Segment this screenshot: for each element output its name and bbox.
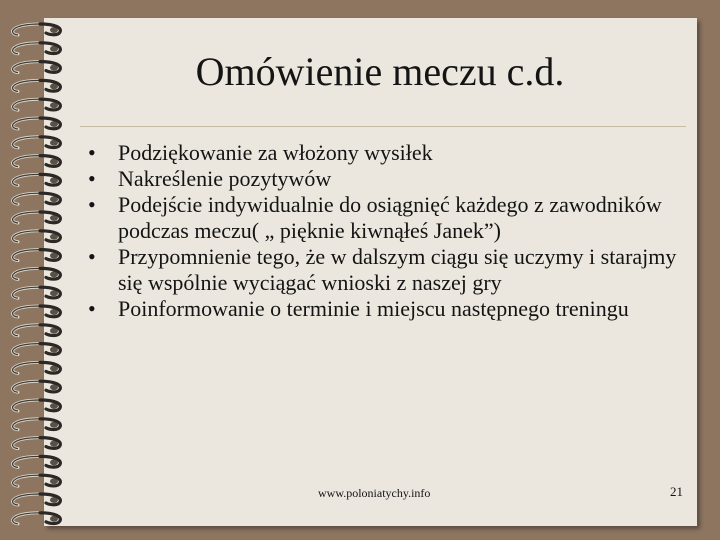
binding-ring (13, 306, 61, 317)
bullet-item (84, 140, 694, 166)
binding-ring (13, 231, 61, 242)
binding-ring (13, 344, 61, 355)
binding-ring (13, 62, 61, 73)
binding-ring (13, 174, 61, 185)
binding-ring (13, 118, 61, 129)
bullet-text: Poinformowanie o terminie i miejscu następnego treningu (118, 296, 629, 321)
binding-ring (13, 156, 61, 167)
bullet-item (84, 192, 694, 244)
binding-ring (13, 475, 61, 486)
bullet-marker: • (88, 296, 96, 321)
title-divider (80, 126, 686, 127)
slide-title: Omówienie meczu c.d. (195, 49, 565, 94)
bullet-list (84, 140, 694, 322)
binding-ring (13, 268, 61, 279)
binding-ring (13, 99, 61, 110)
bullet-text: Przypomnienie tego, że w dalszym ciągu się uczymy i starajmy się wspólnie wyciągać wnioski z naszej gry (118, 244, 677, 295)
bullet-item (84, 244, 694, 296)
binding-ring (13, 456, 61, 467)
bullet-text: Podziękowanie za włożony wysiłek (118, 140, 433, 165)
bullet-marker: • (88, 244, 96, 269)
binding-ring (13, 250, 61, 261)
binding-ring (13, 494, 61, 505)
page-number: 21 (670, 484, 683, 499)
bullet-item (84, 296, 694, 322)
bullet-text: Nakreślenie pozytywów (118, 166, 332, 191)
bullet-text: Podejście indywidualnie do osiągnięć każdego z zawodników podczas meczu( „ pięknie kiwnąłeś Janek”) (118, 192, 662, 243)
bullet-marker: • (88, 192, 96, 217)
binding-ring (13, 400, 61, 411)
binding-ring (13, 193, 61, 204)
binding-ring (13, 43, 61, 54)
binding-ring (13, 212, 61, 223)
binding-ring (13, 137, 61, 148)
bullet-marker: • (88, 166, 96, 191)
bullet-item (84, 166, 694, 192)
binding-ring (13, 325, 61, 336)
footer-url: www.poloniatychy.info (318, 486, 431, 500)
binding-ring (13, 419, 61, 430)
binding-ring (13, 438, 61, 449)
binding-ring (13, 381, 61, 392)
binding-ring (13, 287, 61, 298)
binding-ring (13, 24, 61, 35)
binding-ring (13, 362, 61, 373)
bullet-marker: • (88, 140, 96, 165)
binding-ring (13, 80, 61, 91)
binding-ring (13, 513, 61, 524)
